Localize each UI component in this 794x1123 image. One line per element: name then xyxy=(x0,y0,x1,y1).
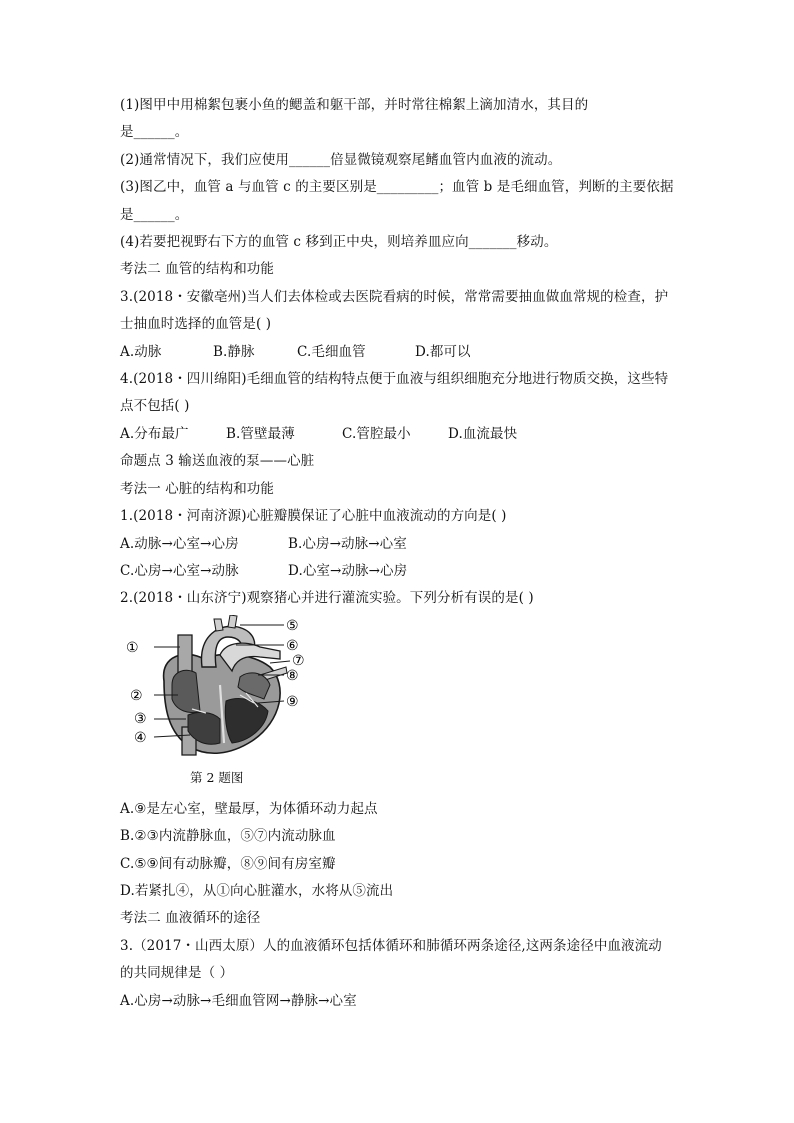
q1-part2: (2)通常情况下，我们应使用______倍显微镜观察尾鳍血管内血液的流动。 xyxy=(120,151,562,168)
circulation-q3-option-a: A.心房→动脉→毛细血管网→静脉→心室 xyxy=(120,992,357,1009)
heart-illustration xyxy=(120,615,330,765)
q1-part1-line1: (1)图甲中用棉絮包裹小鱼的鳃盖和躯干部，并时常往棉絮上滴加清水，其目的 xyxy=(120,97,589,113)
heart-q2-stem: 2.(2018・山东济宁)观察猪心并进行灌流实验。下列分析有误的是( ) xyxy=(120,590,534,607)
label-7: ⑦ xyxy=(292,652,305,669)
q4-stem-line2: 点不包括( ) xyxy=(120,398,190,415)
label-8: ⑧ xyxy=(286,667,299,684)
q4-option-d: D.血流最快 xyxy=(448,425,518,442)
heart-q1-stem: 1.(2018・河南济源)心脏瓣膜保证了心脏中血液流动的方向是( ) xyxy=(120,508,507,525)
heart-diagram xyxy=(120,615,330,790)
heart-q1-option-b: B.心房→动脉→心室 xyxy=(288,535,407,552)
q3-option-d: D.都可以 xyxy=(415,343,471,360)
label-1: ① xyxy=(126,639,139,656)
artery-branch-2 xyxy=(228,615,237,628)
q4-option-c: C.管腔最小 xyxy=(342,425,411,442)
document-page xyxy=(120,92,680,1015)
heart-q2-option-b: B.②③内流静脉血，⑤⑦内流动脉血 xyxy=(120,828,336,845)
heart-q1-options-row1 xyxy=(120,531,680,558)
left-ventricle xyxy=(225,698,268,742)
heart-q1-option-c: C.心房→心室→动脉 xyxy=(120,562,239,579)
heart-q2-option-a: A.⑨是左心室，壁最厚，为体循环动力起点 xyxy=(120,800,378,817)
heart-q2-option-c: C.⑤⑨间有动脉瓣，⑧⑨间有房室瓣 xyxy=(120,855,336,872)
circulation-q3-stem-line2: 的共同规律是（ ） xyxy=(120,965,234,982)
figure-caption: 第 2 题图 xyxy=(190,769,244,785)
q3-option-a: A.动脉 xyxy=(120,343,162,360)
section-heading-vessels: 考法二 血管的结构和功能 xyxy=(120,261,274,278)
label-3: ③ xyxy=(134,710,147,727)
heart-q1-option-a: A.动脉→心室→心房 xyxy=(120,535,239,552)
q4-options xyxy=(120,421,680,448)
q4-option-a: A.分布最广 xyxy=(120,425,189,442)
q3-options xyxy=(120,339,680,366)
q1-part1-line2: 是______。 xyxy=(120,124,189,141)
section-heading-heart: 命题点 3 输送血液的泵——心脏 xyxy=(120,453,315,470)
artery-branch-1 xyxy=(214,619,223,631)
q3-stem-line2: 士抽血时选择的血管是( ) xyxy=(120,316,272,333)
q4-option-b: B.管壁最薄 xyxy=(226,425,295,442)
circulation-q3-stem-line1: 3.（2017・山西太原）人的血液循环包括体循环和肺循环两条途径,这两条途径中血液流动 xyxy=(120,937,662,954)
q1-part3-line2: 是______。 xyxy=(120,206,189,223)
q1-part4: (4)若要把视野右下方的血管 c 移到正中央，则培养皿应向_______移动。 xyxy=(120,234,558,251)
q3-option-b: B.静脉 xyxy=(213,343,255,360)
label-9: ⑨ xyxy=(286,693,299,710)
label-6: ⑥ xyxy=(286,637,299,654)
q1-part3-line1: (3)图乙中，血管 a 与血管 c 的主要区别是_________；血管 b 是毛细血管，判断的主要依据 xyxy=(120,179,674,196)
label-2: ② xyxy=(130,687,143,704)
heart-q1-option-d: D.心室→动脉→心房 xyxy=(288,562,408,579)
q3-option-c: C.毛细血管 xyxy=(297,343,366,360)
heart-q1-options-row2 xyxy=(120,558,680,585)
label-4: ④ xyxy=(134,729,147,746)
q4-stem-line1: 4.(2018・四川绵阳)毛细血管的结构特点便于血液与组织细胞充分地进行物质交换，这些特 xyxy=(120,371,669,388)
method-heading-circulation: 考法二 血液循环的途径 xyxy=(120,910,261,927)
method-heading-heart-structure: 考法一 心脏的结构和功能 xyxy=(120,480,274,497)
right-atrium xyxy=(172,670,200,712)
q3-stem-line1: 3.(2018・安徽亳州)当人们去体检或去医院看病的时候，常常需要抽血做血常规的检查，护 xyxy=(120,288,669,305)
heart-q2-option-d: D.若紧扎④，从①向心脏灌水，水将从⑤流出 xyxy=(120,882,394,899)
label-5: ⑤ xyxy=(286,617,299,634)
